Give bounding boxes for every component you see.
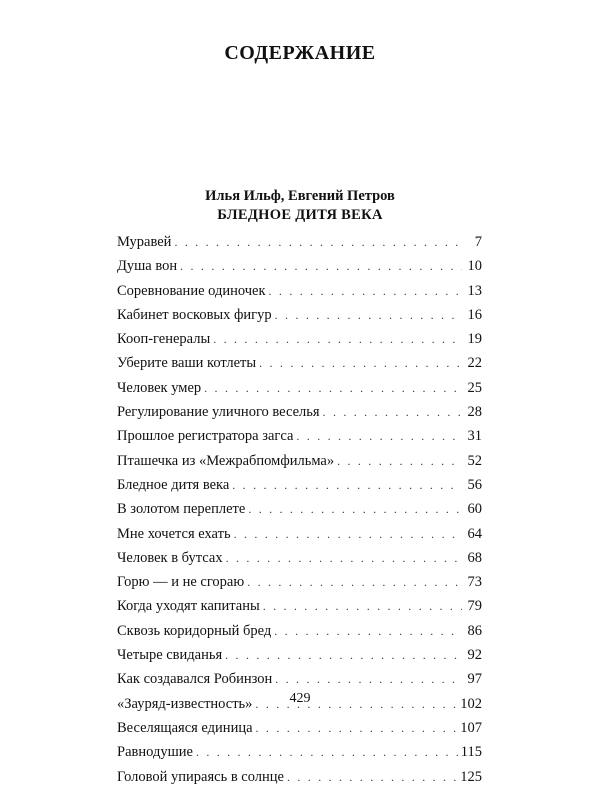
toc-entry-page: 92 [467, 647, 482, 664]
toc-leader-dots [232, 473, 462, 497]
toc-entry-page: 86 [467, 622, 482, 639]
toc-entry [117, 619, 482, 643]
toc-entry [117, 376, 482, 400]
toc-entry-title: Веселящаяся единица [117, 719, 253, 736]
toc-leader-dots [180, 254, 462, 278]
toc-entry-page: 7 [474, 234, 482, 250]
toc-entry [117, 570, 482, 594]
toc-entry-page: 22 [467, 355, 482, 372]
toc-entry-page: 115 [460, 744, 482, 761]
toc-entry-title: Кооп-генералы [117, 331, 211, 348]
toc-leader-dots [263, 594, 462, 618]
toc-entry-page: 28 [467, 404, 482, 421]
toc-entry [117, 303, 482, 327]
page-number: 429 [289, 691, 311, 706]
toc-leader-dots [323, 400, 462, 424]
toc-entry [117, 765, 482, 789]
toc-entry-title: Человек умер [117, 379, 202, 396]
toc-entry-page: 25 [467, 379, 482, 396]
toc-leader-dots [213, 327, 462, 351]
toc-entry-title: Как создавался Робинзон [117, 671, 273, 688]
toc-entry-title: В золотом переплете [117, 501, 246, 518]
book-title: БЛЕДНОЕ ДИТЯ ВЕКА [217, 207, 383, 223]
toc-entry-page: 107 [460, 719, 482, 736]
toc-leader-dots [337, 449, 462, 473]
toc-leader-dots [274, 619, 462, 643]
toc-entry-title: Горю — и не сгораю [117, 574, 245, 591]
toc-entry-title: Душа вон [117, 258, 178, 275]
toc-entry [117, 230, 482, 254]
toc-entry [117, 351, 482, 375]
toc-entry [117, 643, 482, 667]
toc-entry-page: 97 [467, 671, 482, 688]
toc-entry-title: Когда уходят капитаны [117, 598, 260, 615]
toc-entry-page: 102 [460, 695, 482, 712]
toc-entry-title: Уберите ваши котлеты [117, 355, 257, 372]
toc-entry-page: 79 [467, 598, 482, 615]
toc-entry-title: Бледное дитя века [117, 476, 230, 493]
toc-entry-title: Соревнование одиночек [117, 282, 266, 299]
page-title: СОДЕРЖАНИЕ [224, 42, 376, 64]
toc-entry-page: 31 [467, 428, 482, 445]
toc-leader-dots [226, 546, 462, 570]
toc-entry-title: Четыре свиданья [117, 647, 223, 664]
toc-entry-title: Муравей [117, 234, 172, 250]
toc-entry-title: Сквозь коридорный бред [117, 622, 272, 639]
toc-entry-title: Кабинет восковых фигур [117, 306, 272, 323]
toc-leader-dots [296, 424, 462, 448]
toc-entry [117, 279, 482, 303]
toc-entry [117, 254, 482, 278]
toc-entry-page: 13 [467, 282, 482, 299]
toc-entry-page: 125 [460, 768, 482, 785]
toc-entry [117, 594, 482, 618]
toc-entry-page: 73 [467, 574, 482, 591]
toc-leader-dots [204, 376, 462, 400]
toc-leader-dots [225, 643, 462, 667]
toc-leader-dots [248, 497, 462, 521]
toc-entry [117, 400, 482, 424]
toc-entry [117, 546, 482, 570]
toc-entry [117, 740, 482, 764]
toc-entry-page: 68 [467, 549, 482, 566]
toc-leader-dots [174, 230, 462, 254]
toc-leader-dots [275, 667, 462, 691]
toc-leader-dots [259, 351, 462, 375]
toc-entry-page: 64 [467, 525, 482, 542]
toc-entry-title: Равнодушие [117, 744, 193, 761]
toc-entry [117, 716, 482, 740]
toc-leader-dots [247, 570, 462, 594]
toc-leader-dots [256, 716, 459, 740]
toc-entry-page: 19 [467, 331, 482, 348]
toc-entry [117, 522, 482, 546]
toc-entry-title: Головой упираясь в солнце [117, 768, 284, 785]
toc-leader-dots [234, 522, 462, 546]
toc-entry-page: 10 [467, 258, 482, 275]
toc-entry-title: Прошлое регистратора загса [117, 428, 294, 445]
toc-entry [117, 497, 482, 521]
toc-entry [117, 424, 482, 448]
toc-entry [117, 327, 482, 351]
toc-leader-dots [269, 279, 462, 303]
toc-entry [117, 667, 482, 691]
toc-entry-title: «Зауряд-известность» [117, 695, 253, 712]
toc-entry-page: 16 [467, 306, 482, 323]
toc-entry-page: 52 [467, 452, 482, 469]
toc-entry-page: 60 [467, 501, 482, 518]
toc-entry-title: Регулирование уличного веселья [117, 404, 320, 421]
toc-entry-page: 56 [467, 476, 482, 493]
toc-entry [117, 473, 482, 497]
toc-entry [117, 449, 482, 473]
toc-leader-dots [275, 303, 462, 327]
toc-entry-title: Мне хочется ехать [117, 525, 231, 542]
toc-entry-title: Человек в бутсах [117, 549, 223, 566]
toc-entry-title: Пташечка из «Межрабпомфильма» [117, 452, 335, 469]
toc-leader-dots [196, 740, 459, 764]
authors-line: Илья Ильф, Евгений Петров [205, 188, 395, 204]
toc-leader-dots [287, 765, 458, 789]
